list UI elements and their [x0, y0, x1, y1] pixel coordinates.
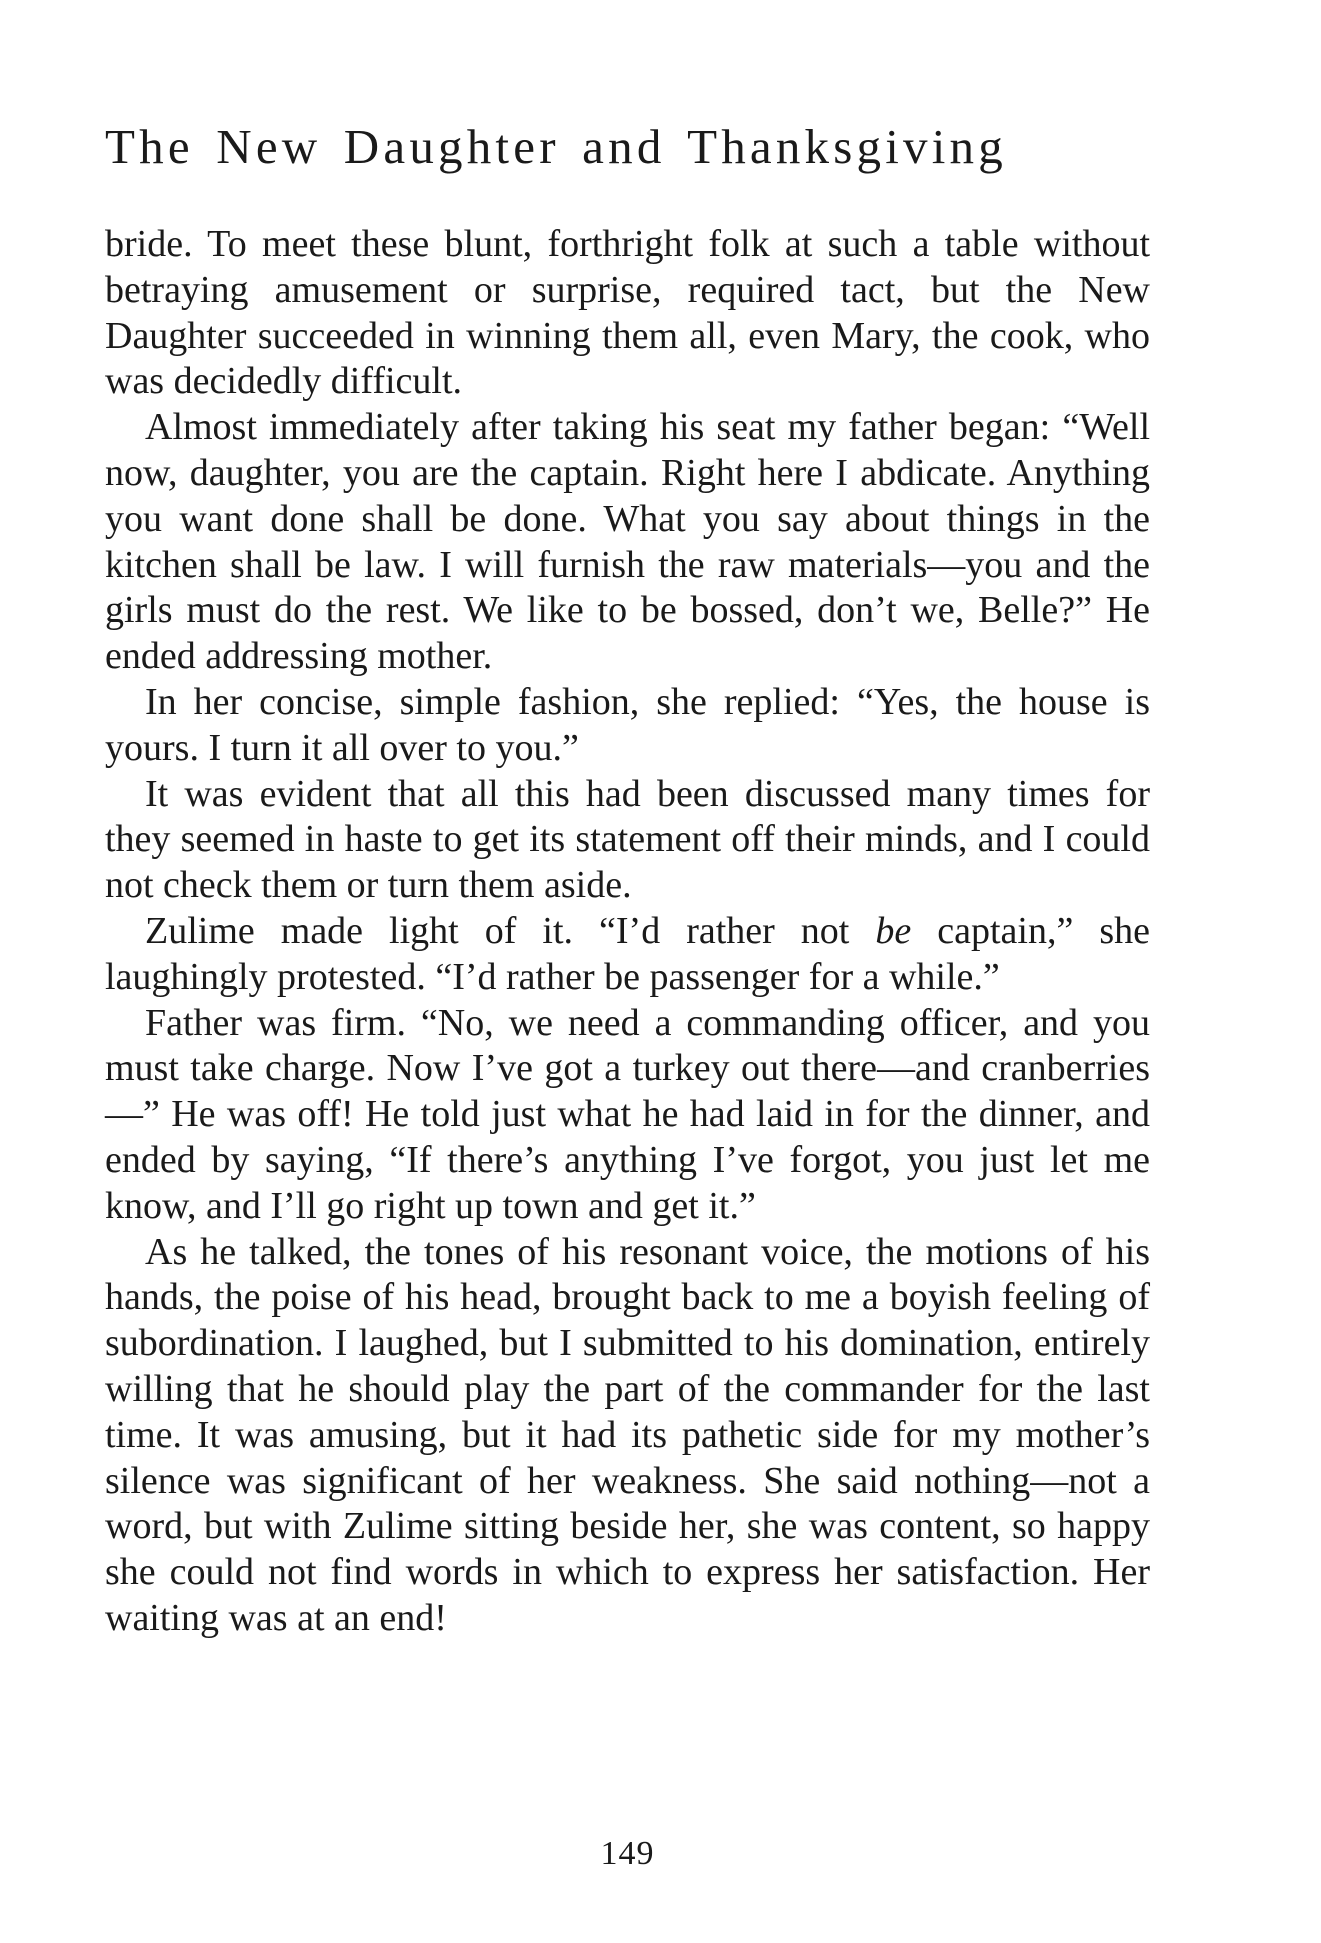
paragraph: Father was firm. “No, we need a commanding officer, and you must take charge. Now I’ve got a turkey out there—and cranberries—” He was off! He told just what he had laid in for the dinner, and ended by saying, “If there’s anything I’ve forgot, you just let me know, and I’ll go right up town and get it.”	[105, 1001, 1150, 1227]
body-text	[105, 222, 1150, 1642]
page-number: 149	[600, 1835, 655, 1872]
paragraph: Almost immediately after taking his seat my father began: “Well now, daughter, you are the captain. Right here I abdicate. Anything you want done shall be done. What you say about things in the kitchen shall be law. I will furnish the raw materials—you and the girls must do the rest. We like to be bossed, don’t we, Belle?” He ended addressing mother.	[105, 406, 1150, 678]
running-head: The New Daughter and Thanksgiving	[105, 119, 1007, 174]
paragraph: In her concise, simple fashion, she replied: “Yes, the house is yours. I turn it all over to you.”	[105, 680, 1150, 769]
emphasized-word: be	[875, 909, 912, 952]
paragraph-text: captain,” she laughingly protested. “I’d rather be passenger for a while.”	[105, 909, 1150, 998]
paragraph: As he talked, the tones of his resonant voice, the motions of his hands, the poise of his head, brought back to me a boyish feeling of subordination. I laughed, but I submitted to his domination, entirely willing that he should play the part of the commander for the last time. It was amusing, but it had its pathetic side for my mother’s silence was significant of her weakness. She said nothing—not a word, but with Zulime sitting beside her, she was content, so happy she could not find words in which to express her satisfaction. Her waiting was at an end!	[105, 1230, 1150, 1639]
paragraph: It was evident that all this had been discussed many times for they seemed in haste to get its statement off their minds, and I could not check them or turn them aside.	[105, 772, 1150, 907]
book-page	[105, 0, 1150, 1943]
paragraph: bride. To meet these blunt, forthright folk at such a table without betraying amusement or surprise, required tact, but the New Daughter succeeded in winning them all, even Mary, the cook, who was decidedly difficult.	[105, 223, 1150, 403]
paragraph-text: Zulime made light of it. “I’d rather not	[145, 909, 876, 952]
paragraph	[105, 909, 1150, 1001]
